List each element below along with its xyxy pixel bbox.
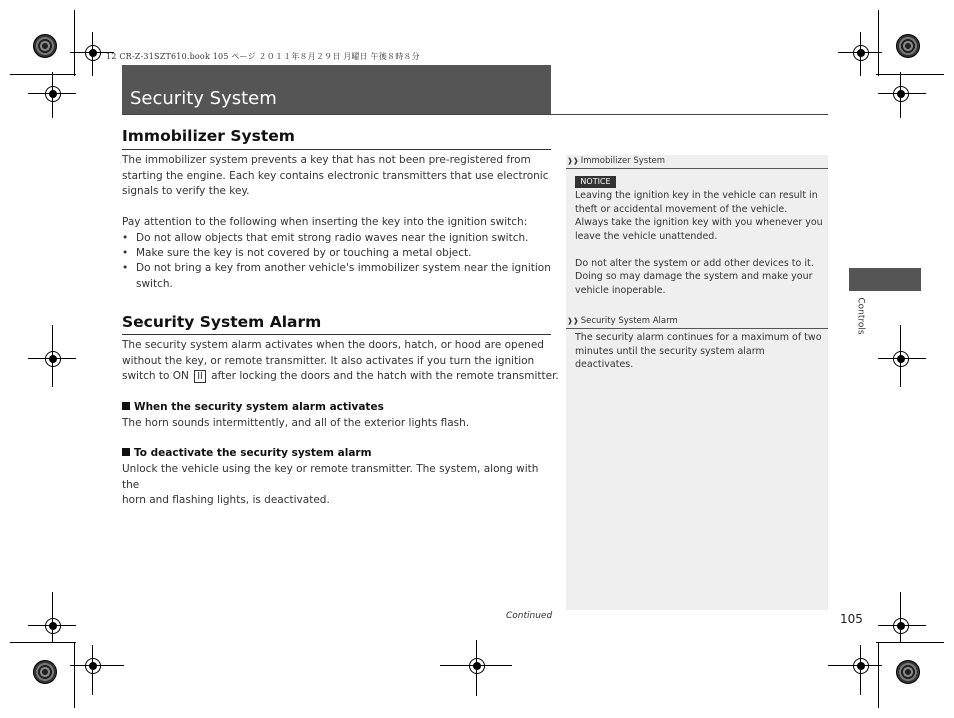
continued-label: Continued bbox=[506, 611, 553, 621]
sidebar-alarm-text: The security alarm continues for a maximum of two minutes until the security system alarm deactivates. bbox=[575, 332, 822, 370]
alarm-heading: Security System Alarm bbox=[122, 313, 322, 331]
square-bullet-icon bbox=[122, 448, 130, 456]
sidebar-immobilizer-rule bbox=[566, 168, 828, 169]
page-title: Security System bbox=[130, 88, 277, 109]
registration-target-icon bbox=[45, 86, 61, 102]
registration-target-icon bbox=[893, 351, 909, 367]
registration-rosette-icon bbox=[896, 660, 920, 684]
sidebar-immobilizer-text: Leaving the ignition key in the vehicle can result in theft or accidental movement of the vehicle. Always take the ignition key with you whenever you leave the vehicle unattended. Do not alter the system or add other devices to it. Doing so may damage the system and make your vehicle inoperable. bbox=[575, 190, 823, 296]
sidebar-alarm-head: ❱❱ Security System Alarm bbox=[567, 316, 678, 326]
registration-rosette-icon bbox=[33, 660, 57, 684]
registration-target-icon bbox=[853, 45, 869, 61]
registration-target-icon bbox=[85, 658, 101, 674]
page-number: 105 bbox=[840, 612, 863, 626]
square-bullet-icon bbox=[122, 402, 130, 410]
registration-target-icon bbox=[893, 618, 909, 634]
sidebar-immobilizer-head: ❱❱ Immobilizer System bbox=[567, 156, 666, 166]
double-chevron-icon: ❱❱ bbox=[567, 317, 579, 325]
registration-target-icon bbox=[45, 351, 61, 367]
double-chevron-icon: ❱❱ bbox=[567, 157, 579, 165]
sidebar-alarm-rule bbox=[566, 328, 828, 329]
alarm-sub-text-activates: The horn sounds intermittently, and all of the exterior lights flash. bbox=[122, 417, 470, 429]
notice-badge: NOTICE bbox=[575, 176, 616, 188]
registration-target-icon bbox=[469, 658, 485, 674]
print-file-info: 12 CR-Z-31SZT610.book 105 ページ ２０１１年８月２９日 月曜日 午後８時８分 bbox=[106, 52, 420, 61]
registration-rosette-icon bbox=[33, 34, 57, 58]
registration-target-icon bbox=[893, 86, 909, 102]
alarm-heading-rule bbox=[122, 334, 551, 335]
registration-target-icon bbox=[853, 658, 869, 674]
alarm-paragraph-1: The security system alarm activates when the doors, hatch, or hood are opened without the key, or remote transmitter. It also activates if you turn the ignition switch to ON II after locking the doors and the hatch with the remote transmitter. bbox=[122, 339, 559, 382]
immobilizer-paragraph-2: Pay attention to the following when inserting the key into the ignition switch: bbox=[122, 216, 528, 228]
section-tab-label: Controls bbox=[855, 297, 866, 335]
alarm-sub-heading-deactivate: To deactivate the security system alarm bbox=[122, 447, 372, 459]
registration-target-icon bbox=[45, 618, 61, 634]
alarm-sub-heading-activates: When the security system alarm activates bbox=[122, 401, 384, 413]
immobilizer-paragraph-1: The immobilizer system prevents a key that has not been pre-registered from starting the engine. Each key contains electronic transmitters that use electronic signals to verify the key. bbox=[122, 154, 549, 197]
alarm-sub-text-deactivate: Unlock the vehicle using the key or remote transmitter. The system, along with the horn and flashing lights, is deactivated. bbox=[122, 463, 539, 506]
registration-target-icon bbox=[85, 45, 101, 61]
ignition-position-ii-symbol: II bbox=[194, 370, 206, 383]
registration-rosette-icon bbox=[896, 34, 920, 58]
immobilizer-heading: Immobilizer System bbox=[122, 127, 295, 145]
title-rule bbox=[122, 114, 828, 115]
immobilizer-heading-rule bbox=[122, 149, 551, 150]
immobilizer-bullet-3: • Do not bring a key from another vehicle's immobilizer system near the ignition switch. bbox=[122, 262, 551, 290]
section-tab bbox=[849, 268, 921, 291]
